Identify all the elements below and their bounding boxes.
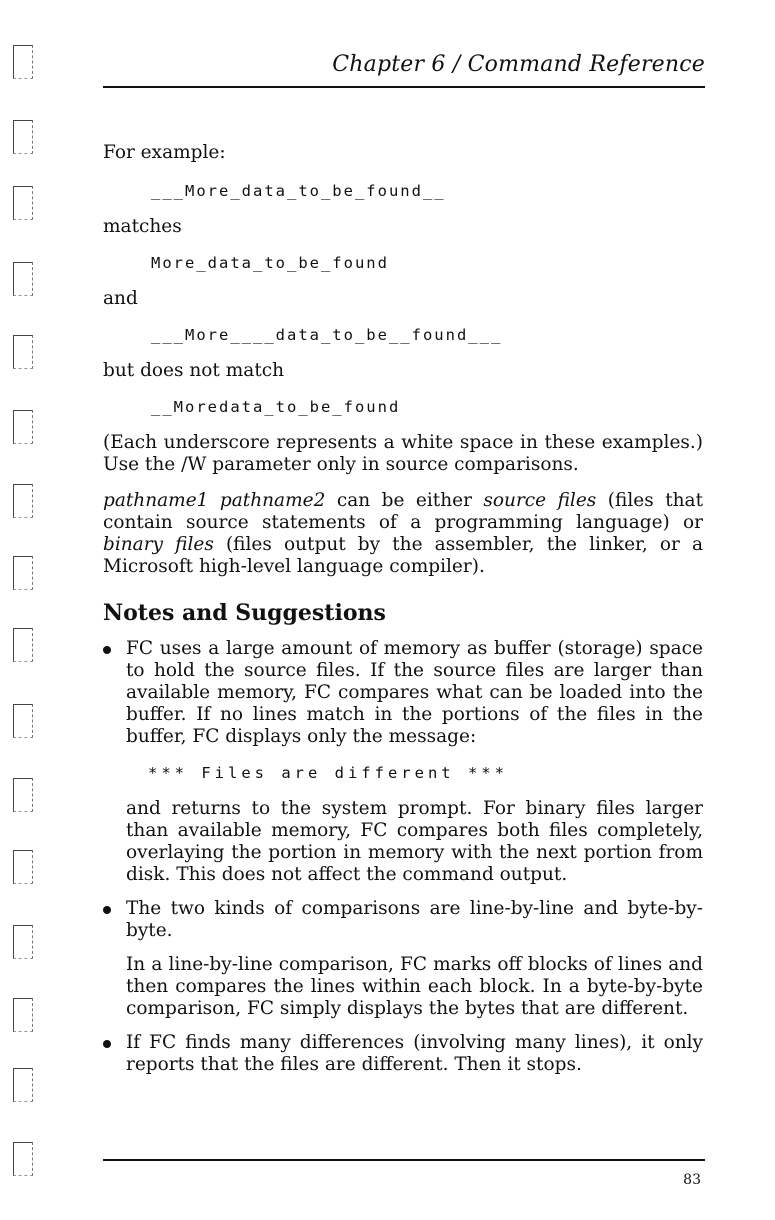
pathname-text: (files output by the assembler, the linker, or a Microsoft high-level language compiler). xyxy=(103,534,703,577)
binder-hole-mark xyxy=(13,186,33,220)
code-example: ___More____data_to_be__found___ xyxy=(151,326,503,344)
binder-hole-mark xyxy=(13,410,33,444)
binder-hole-mark xyxy=(13,998,33,1032)
code-example: ___More_data_to_be_found__ xyxy=(151,182,446,200)
note-text: and returns to the system prompt. For binary files larger than available memory, FC compares both files completely, overlaying the portion in memory with the next portion from disk. This does not affect the command output. xyxy=(126,798,703,885)
notes-list xyxy=(103,638,703,1076)
chapter-header: Chapter 6 / Command Reference xyxy=(332,52,705,77)
term-source-files: source files xyxy=(483,490,597,511)
code-message: *** Files are different *** xyxy=(148,764,508,782)
binder-hole-mark xyxy=(13,484,33,518)
matches-label: matches xyxy=(103,216,182,237)
binder-hole-mark xyxy=(13,628,33,662)
list-item xyxy=(103,898,703,1020)
binder-hole-mark xyxy=(13,335,33,369)
code-example: More_data_to_be_found xyxy=(151,254,389,272)
binder-hole-mark xyxy=(13,1142,33,1176)
binder-hole-mark xyxy=(13,120,33,154)
underscore-note: (Each underscore represents a white space in these examples.) Use the /W parameter only in source comparisons. xyxy=(103,432,703,475)
list-item xyxy=(103,1032,703,1076)
pathname-text: can be either xyxy=(325,490,484,511)
binder-hole-mark xyxy=(13,262,33,296)
binder-hole-mark xyxy=(13,704,33,738)
code-example: __Moredata_to_be_found xyxy=(151,398,401,416)
binder-hole-mark xyxy=(13,778,33,812)
intro-text: For example: xyxy=(103,142,226,163)
term-pathnames: pathname1 pathname2 xyxy=(103,490,326,511)
binder-hole-mark xyxy=(13,925,33,959)
note-text: FC uses a large amount of memory as buffer (storage) space to hold the source files. If the source files are larger than available memory, FC compares what can be loaded into the buffer. If no lines match in the portions of the files in the buffer, FC displays only the message: xyxy=(126,638,703,747)
section-heading: Notes and Suggestions xyxy=(103,600,386,626)
pathname-text: (files that contain source statements of a programming language) or xyxy=(103,490,704,533)
not-match-label: but does not match xyxy=(103,360,285,381)
binder-hole-mark xyxy=(13,850,33,884)
pathname-paragraph xyxy=(103,490,703,578)
and-label: and xyxy=(103,288,138,309)
binder-hole-mark xyxy=(13,45,33,79)
binder-hole-mark xyxy=(13,556,33,590)
note-text: In a line-by-line comparison, FC marks off blocks of lines and then compares the lines within each block. In a byte-by-byte comparison, FC simply displays the bytes that are different. xyxy=(126,954,703,1019)
binder-hole-mark xyxy=(13,1068,33,1102)
list-item xyxy=(103,638,703,886)
page-number: 83 xyxy=(683,1172,701,1188)
note-text: The two kinds of comparisons are line-by-line and byte-by-byte. xyxy=(126,898,703,941)
term-binary-files: binary files xyxy=(103,534,214,555)
footer-rule xyxy=(103,1159,705,1161)
main-content xyxy=(103,142,703,1076)
header-rule xyxy=(103,86,705,88)
note-text: If FC finds many differences (involving many lines), it only reports that the files are different. Then it stops. xyxy=(126,1032,703,1075)
